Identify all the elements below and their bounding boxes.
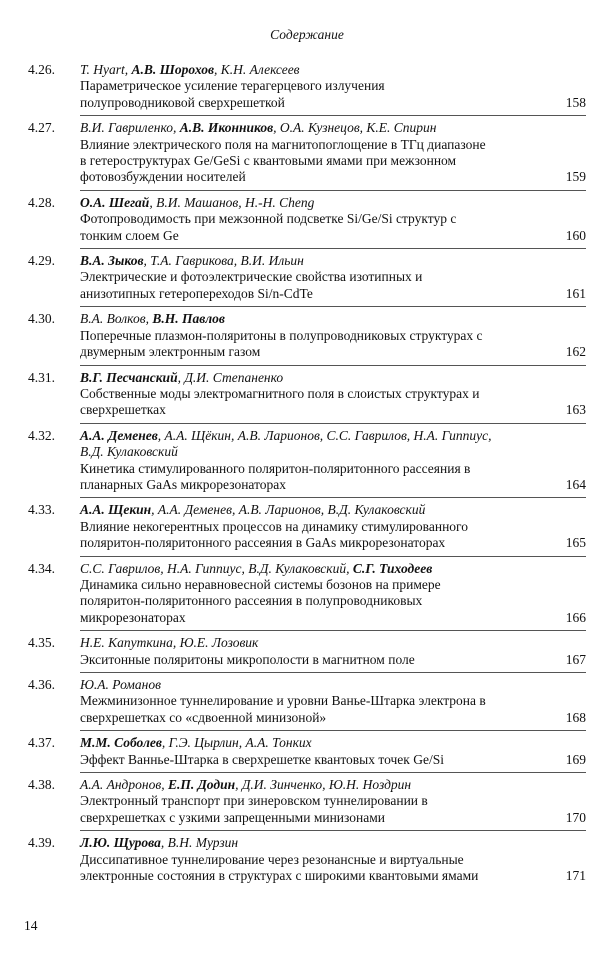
co-authors: , Т.А. Гаврикова, В.И. Ильин (143, 253, 304, 269)
toc-entry[interactable] (0, 428, 614, 494)
toc-entry[interactable] (0, 635, 614, 668)
title-line: поляритон-поляритонного рассеяния в полупроводниковых (80, 593, 423, 609)
entry-divider (80, 730, 586, 731)
title-line: микрорезонаторах (80, 609, 186, 625)
presenting-author: В.Н. Павлов (152, 311, 225, 327)
entry-authors (80, 777, 542, 793)
entry-authors (80, 735, 542, 751)
title-line: тонким слоем Ge (80, 227, 179, 243)
presenting-author: С.Г. Тиходеев (352, 560, 433, 576)
toc-entry[interactable] (0, 502, 614, 551)
entry-title (80, 461, 542, 494)
co-authors: В.Д. Кулаковский (80, 444, 178, 460)
entry-number: 4.35. (28, 635, 55, 651)
presenting-author: О.А. Шегай (80, 194, 150, 210)
entry-divider (80, 630, 586, 631)
title-line: в гетероструктурах Ge/GeSi с квантовыми ямами при межзонном (80, 153, 457, 169)
entry-authors (80, 62, 542, 78)
entry-page-number: 158 (565, 94, 586, 110)
entry-page-number: 171 (565, 868, 586, 884)
co-authors: T. Hyart, (80, 62, 132, 77)
entry-page-number: 160 (565, 227, 586, 243)
presenting-author: А.В. Иконников (179, 120, 274, 136)
co-authors: , Г.Э. Цырлин, А.А. Тонких (161, 735, 312, 751)
co-authors: Н.Е. Капуткина, Ю.Е. Лозовик (80, 635, 259, 651)
entry-number: 4.37. (28, 735, 55, 751)
entry-number: 4.30. (28, 311, 55, 327)
entry-divider (80, 556, 586, 557)
entry-page-number: 169 (565, 751, 586, 767)
entry-page-number: 159 (565, 169, 586, 185)
co-authors: , А.А. Щёкин, А.В. Ларионов, С.С. Гаврилов, Н.А. Гиппиус, (157, 427, 492, 443)
entry-authors (80, 502, 542, 518)
co-authors: , О.А. Кузнецов, К.Е. Спирин (273, 120, 437, 136)
co-authors: , А.А. Деменев, А.В. Ларионов, В.Д. Кулаковский (151, 502, 426, 518)
entry-authors (80, 311, 542, 327)
entry-page-number: 168 (565, 709, 586, 725)
co-authors: Ю.А. Романов (80, 677, 161, 692)
co-authors: , Д.И. Зинченко, Ю.Н. Ноздрин (235, 777, 412, 793)
entry-title (80, 852, 542, 885)
title-line: Кинетика стимулированного поляритон-поляритонного рассеяния в (80, 460, 471, 476)
toc-entry[interactable] (0, 253, 614, 302)
title-line: сверхрешетках с узкими запрещенными минизонами (80, 809, 386, 825)
title-line: Параметрическое усиление терагерцевого излучения (80, 78, 385, 94)
entry-authors (80, 195, 542, 211)
title-line: Электронный транспорт при зинеровском туннелировании в (80, 793, 428, 809)
toc-entry[interactable] (0, 561, 614, 627)
entry-authors (80, 370, 542, 386)
title-line: сверхрешетках со «сдвоенной минизоной» (80, 709, 327, 725)
presenting-author: А.А. Щекин (80, 502, 152, 518)
toc-entry[interactable] (0, 835, 614, 884)
table-of-contents (0, 62, 614, 884)
co-authors: , К.Н. Алексеев (214, 62, 300, 77)
entry-number: 4.39. (28, 835, 55, 851)
toc-entry[interactable] (0, 311, 614, 360)
presenting-author: Е.П. Додин (167, 777, 236, 793)
entry-title (80, 652, 542, 668)
entry-title (80, 793, 542, 826)
presenting-author: А.В. Шорохов (131, 62, 215, 77)
entry-title (80, 137, 542, 186)
title-line: планарных GaAs микрорезонаторах (80, 476, 287, 492)
title-line: Межминизонное туннелирование и уровни Ванье-Штарка электрона в (80, 693, 486, 709)
entry-authors (80, 120, 542, 136)
entry-page-number: 161 (565, 285, 586, 301)
presenting-author: Л.Ю. Щурова (80, 835, 161, 851)
title-line: фотовозбуждении носителей (80, 169, 246, 185)
entry-divider (80, 672, 586, 673)
entry-number: 4.36. (28, 677, 55, 692)
title-line: сверхрешетках (80, 402, 166, 418)
entry-title (80, 693, 542, 726)
toc-entry[interactable] (0, 120, 614, 186)
title-line: Влияние электрического поля на магнитопоглощение в ТГц диапазоне (80, 136, 486, 152)
entry-title (80, 752, 542, 768)
title-line: Динамика сильно неравновесной системы бозонов на примере (80, 576, 441, 592)
toc-entry[interactable] (0, 677, 614, 726)
entry-number: 4.34. (28, 560, 55, 576)
entry-number: 4.32. (28, 427, 55, 443)
presenting-author: М.М. Соболев (80, 735, 162, 751)
entry-page-number: 162 (565, 344, 586, 360)
entry-divider (80, 190, 586, 191)
title-line: электронные состояния в структурах с широкими квантовыми ямами (80, 868, 479, 884)
entry-authors (80, 677, 542, 693)
title-line: двумерным электронным газом (80, 344, 261, 360)
toc-entry[interactable] (0, 735, 614, 768)
presenting-author: В.Г. Песчанский (80, 369, 178, 385)
entry-title (80, 211, 542, 244)
presenting-author: В.А. Зыков (80, 253, 144, 269)
entry-page-number: 166 (565, 609, 586, 625)
entry-title (80, 328, 542, 361)
entry-title (80, 78, 542, 111)
entry-page-number: 165 (565, 535, 586, 551)
co-authors: С.С. Гаврилов, Н.А. Гиппиус, В.Д. Кулаковский, (80, 560, 353, 576)
entry-authors (80, 835, 542, 851)
entry-number: 4.26. (28, 62, 55, 77)
entry-page-number: 170 (565, 809, 586, 825)
entry-title (80, 519, 542, 552)
entry-number: 4.29. (28, 253, 55, 269)
entry-divider (80, 423, 586, 424)
presenting-author: А.А. Деменев (80, 427, 158, 443)
co-authors: , Д.И. Степаненко (177, 369, 284, 385)
co-authors: А.А. Андронов, (80, 777, 168, 793)
entry-divider (80, 115, 586, 116)
title-line: поляритон-поляритонного рассеяния в GaAs микрорезонаторах (80, 535, 446, 551)
co-authors: , В.Н. Мурзин (160, 835, 239, 851)
entry-page-number: 167 (565, 651, 586, 667)
entry-authors (80, 561, 542, 577)
title-line: Фотопроводимость при межзонной подсветке Si/Ge/Si структур с (80, 211, 457, 227)
entry-authors (80, 253, 542, 269)
toc-entry[interactable] (0, 195, 614, 244)
title-line: Экситонные поляритоны микрополости в магнитном поле (80, 651, 415, 667)
entry-divider (80, 248, 586, 249)
co-authors: , В.И. Машанов, Н.-Н. Cheng (149, 194, 315, 210)
entry-divider (80, 497, 586, 498)
co-authors: В.А. Волков, (80, 311, 153, 327)
title-line: Влияние некогерентных процессов на динамику стимулированного (80, 518, 469, 534)
entry-title (80, 577, 542, 626)
title-line: Поперечные плазмон-поляритоны в полупроводниковых структурах с (80, 327, 483, 343)
entry-number: 4.28. (28, 194, 55, 210)
title-line: анизотипных гетеропереходов Si/n-CdTe (80, 285, 313, 301)
running-header: Содержание (270, 27, 344, 42)
title-line: Собственные моды электромагнитного поля в слоистых структурах и (80, 385, 480, 401)
entry-page-number: 163 (565, 402, 586, 418)
title-line: Диссипативное туннелирование через резонансные и виртуальные (80, 851, 464, 867)
toc-entry[interactable] (0, 62, 614, 111)
entry-authors (80, 635, 542, 651)
entry-divider (80, 830, 586, 831)
entry-number: 4.38. (28, 777, 55, 793)
entry-title (80, 386, 542, 419)
title-line: полупроводниковой сверхрешеткой (80, 94, 285, 110)
entry-number: 4.31. (28, 369, 55, 385)
co-authors: В.И. Гавриленко, (80, 120, 180, 136)
entry-number: 4.27. (28, 120, 55, 136)
entry-divider (80, 365, 586, 366)
toc-entry[interactable] (0, 777, 614, 826)
entry-divider (80, 772, 586, 773)
entry-divider (80, 306, 586, 307)
entry-authors (80, 428, 542, 461)
entry-page-number: 164 (565, 476, 586, 492)
page-number: 14 (24, 918, 38, 933)
entry-number: 4.33. (28, 502, 55, 518)
toc-entry[interactable] (0, 370, 614, 419)
entry-title (80, 269, 542, 302)
title-line: Электрические и фотоэлектрические свойства изотипных и (80, 269, 423, 285)
title-line: Эффект Ванньe-Штарка в сверхрешетке квантовых точек Ge/Si (80, 751, 444, 767)
